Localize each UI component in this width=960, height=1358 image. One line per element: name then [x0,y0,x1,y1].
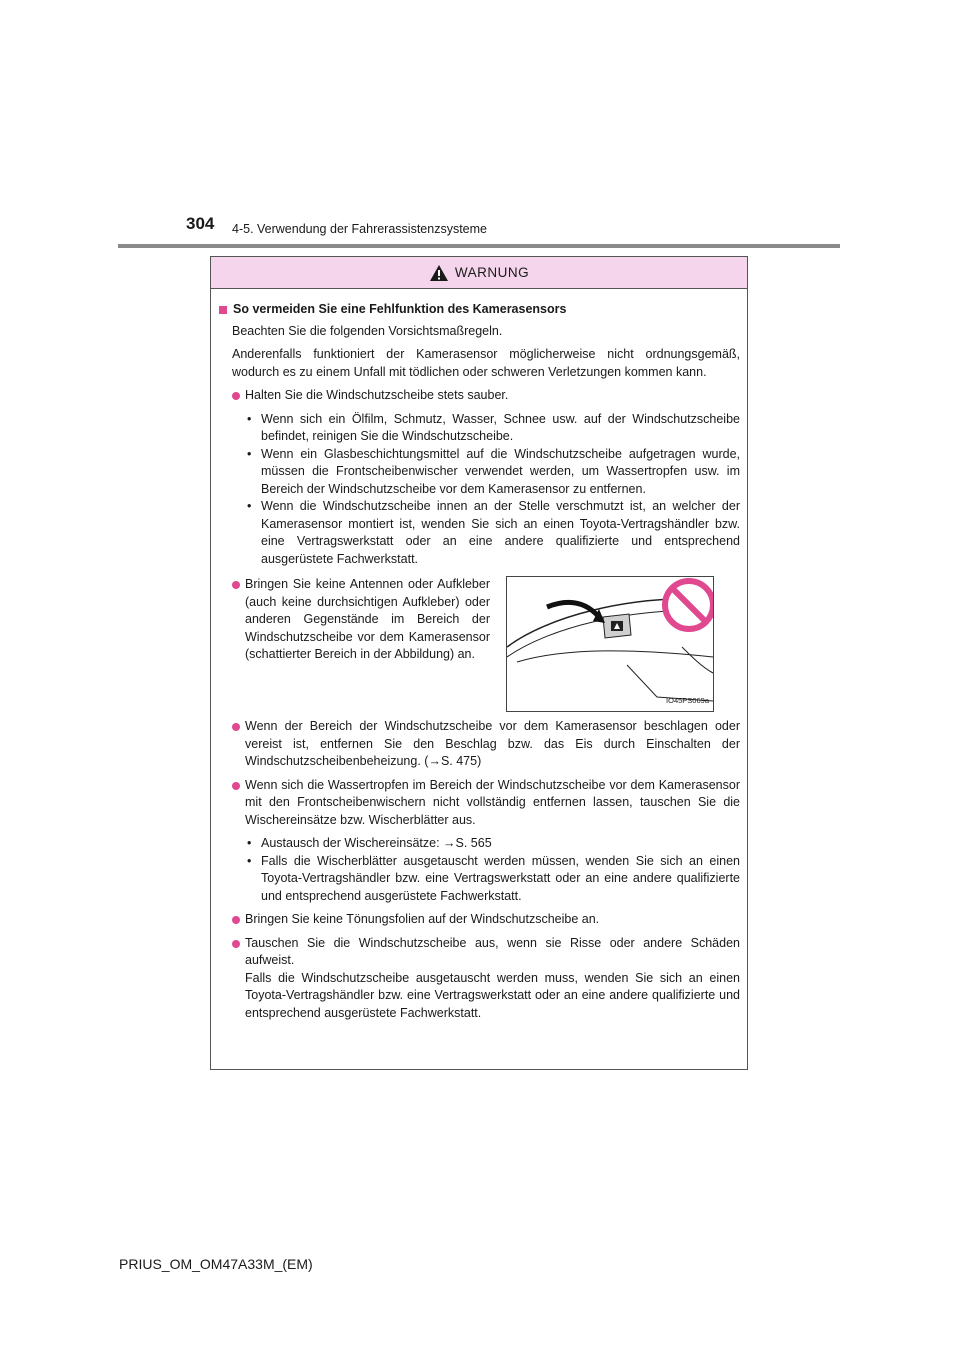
bullet-item [232,935,740,1023]
bullet-text: Wenn der Bereich der Windschutzscheibe vor dem Kamerasensor beschlagen oder vereist ist, entfernen Sie den Beschlag bzw. das Eis durch Einschalten der Windschutzscheibenbeheizung. (→S. 475) [245,719,740,768]
bullet-item [232,387,740,405]
bullet-text: Wenn sich die Wassertropfen im Bereich der Windschutzscheibe vor dem Kamerasensor mit den Frontscheibenwischern nicht vollständig entfernen lassen, tauschen Sie die Wischereinsätze bzw. Wischerblätter aus. [245,777,740,827]
figure-code: IO45PS069a [666,695,709,705]
sub-item: • Austausch der Wischereinsätze: →S. 565 [247,835,740,853]
bullet-dot-icon [232,392,240,400]
bullet-item [232,911,740,929]
bullet-text-continued: Falls die Windschutzscheibe ausgetauscht werden muss, wenden Sie sich an einen Toyota-Vertragshändler bzw. eine Vertragswerkstatt oder an eine andere qualifizierte und entsprechend ausgerüstete Fachwerkstatt. [245,970,740,1020]
sub-item-text: Wenn sich ein Ölfilm, Schmutz, Wasser, Schnee usw. auf der Windschutzscheibe befindet, reinigen Sie die Windschutzscheibe. [261,411,740,443]
bullet-text: Bringen Sie keine Tönungsfolien auf der Windschutzscheibe an. [245,912,600,926]
bullet-text: Tauschen Sie die Windschutzscheibe aus, wenn sie Risse oder andere Schäden aufweist. [245,935,740,967]
header-rule [118,244,840,248]
section-title: 4-5. Verwendung der Fahrerassistenzsysteme [232,222,487,236]
warning-box [210,256,748,1070]
sub-item-text: Wenn die Windschutzscheibe innen an der Stelle verschmutzt ist, an welcher der Kamerasensor montiert ist, wenden Sie sich an einen Toyota-Vertragshändler bzw. eine Vertragswerkstatt oder an eine andere qualifizierte und entsprechend ausgerüstete Fachwerkstatt. [261,499,740,566]
sub-item: • Wenn die Windschutzscheibe innen an der Stelle verschmutzt ist, an welcher der Kamerasensor montiert ist, wenden Sie sich an einen Toyota-Vertragshändler bzw. eine Vertragswerkstatt oder an eine andere qualifizierte und entsprechend ausgerüstete Fachwerkstatt. [247,498,740,568]
square-bullet-icon [219,306,227,314]
sub-item: • Falls die Wischerblätter ausgetauscht werden müssen, wenden Sie sich an einen Toyota-Vertragshändler bzw. eine Vertragswerkstatt oder an eine andere qualifizierte und entsprechend ausgerüstete Fachwerkstatt. [247,853,740,906]
bullet-dot-icon [232,782,240,790]
bullet-dot-icon [232,581,240,589]
bullet-dot-icon [232,940,240,948]
bullet-text: Bringen Sie keine Antennen oder Aufkleber (auch keine durchsichtigen Aufkleber) oder anderen Gegenstände im Bereich der Windschutzscheibe vor dem Kamerasensor (schattierter Bereich in der Abbildung) an. [245,577,490,661]
sub-item-text: Wenn ein Glasbeschichtungsmittel auf die Windschutzscheibe aufgetragen wurde, müssen die Frontscheibenwischer verwendet werden, um Wassertropfen usw. im Bereich der Windschutzscheibe vor dem Kamerasensor zu entfernen. [261,446,740,496]
bullet-text: Halten Sie die Windschutzscheibe stets sauber. [245,388,509,402]
sub-item: • Wenn ein Glasbeschichtungsmittel auf die Windschutzscheibe aufgetragen wurde, müssen die Frontscheibenwischer verwendet werden, um Wassertropfen usw. im Bereich der Windschutzscheibe vor dem Kamerasensor zu entfernen. [247,446,740,499]
sub-item-text: Falls die Wischerblätter ausgetauscht werden müssen, wenden Sie sich an einen Toyota-Vertragshändler bzw. eine Vertragswerkstatt oder an eine andere qualifizierte und entsprechend ausgerüstete Fachwerkstatt. [261,853,740,903]
warning-icon [429,264,449,282]
page-number: 304 [186,214,215,233]
warning-content [219,301,740,1022]
sub-item: • Wenn sich ein Ölfilm, Schmutz, Wasser, Schnee usw. auf der Windschutzscheibe befindet, reinigen Sie die Windschutzscheibe. [247,411,740,446]
bullet-item [232,777,740,830]
bullet-item [232,576,490,712]
windshield-illustration [506,576,714,712]
intro-text-2: Anderenfalls funktioniert der Kamerasensor möglicherweise nicht ordnungsgemäß, wodurch es zu einem Unfall mit tödlichen oder schweren Verletzungen kommen kann. [232,347,740,379]
sub-item-text: Austausch der Wischereinsätze: →S. 565 [261,836,492,850]
bullet-dot-icon [232,723,240,731]
bullet-dot-icon [232,916,240,924]
warning-title: WARNUNG [454,265,530,280]
figure-row [219,576,740,712]
bullet-item [232,718,740,771]
warning-heading-text: So vermeiden Sie eine Fehlfunktion des Kamerasensors [233,302,567,316]
document-code: PRIUS_OM_OM47A33M_(EM) [119,1256,313,1272]
warning-heading [219,301,740,319]
intro-text-1: Beachten Sie die folgenden Vorsichtsmaßregeln. [232,323,503,338]
warning-header [211,257,747,289]
